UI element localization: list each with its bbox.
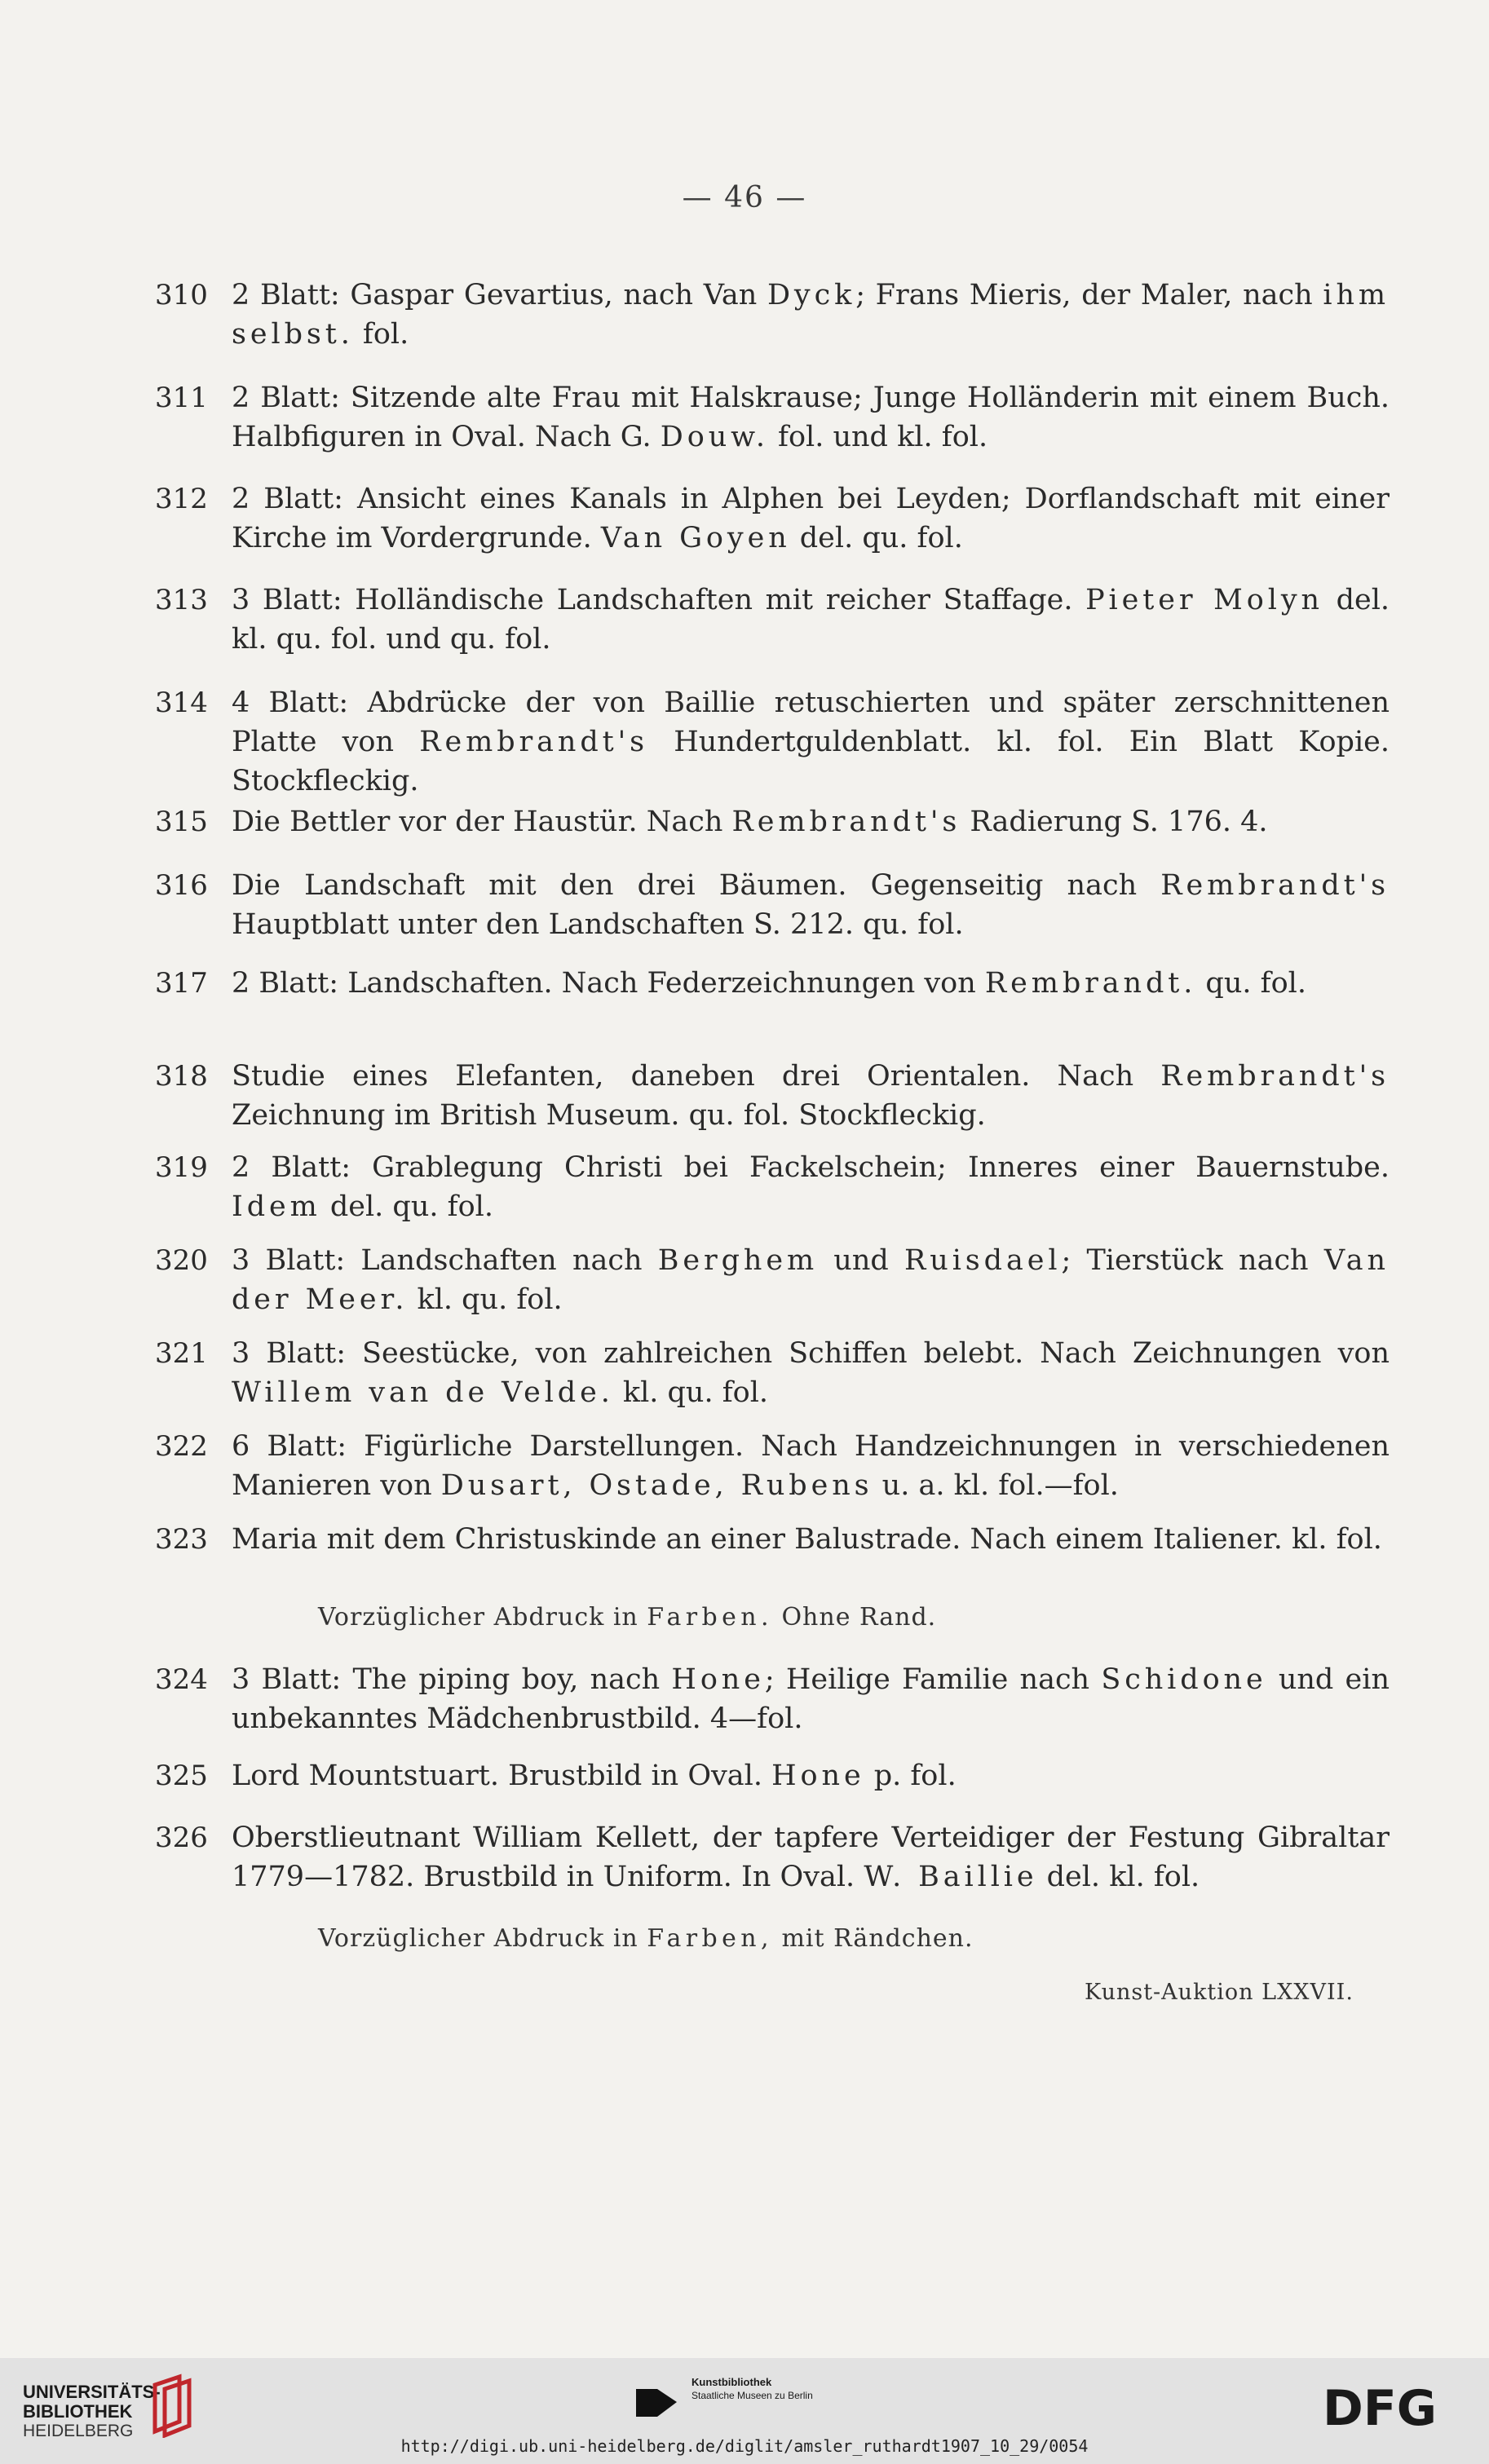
page-number: — 46 —	[682, 181, 807, 214]
entry-number: 316	[155, 869, 208, 902]
entry-text: Hundertguldenblatt. kl. fol. Ein Blatt Kopie. Stockfleckig.	[232, 726, 1390, 797]
entry-text: 2 Blatt: Sitzende alte Frau mit Halskrause; Junge Holländerin mit einem Buch. Halbfiguren in Oval. Nach G.	[232, 382, 1390, 453]
entry-text: fol.	[353, 318, 409, 351]
entry-text: ; Frans Mieris, der Maler, nach	[855, 279, 1323, 311]
entry-description	[232, 866, 1390, 944]
artist-name: W. Baillie	[864, 1861, 1038, 1893]
note-text-spaced: Farben,	[647, 1924, 773, 1953]
artist-name: Pieter Molyn	[1085, 584, 1323, 616]
entry-description	[232, 378, 1390, 457]
entry-number: 324	[155, 1663, 208, 1696]
auction-signature: Kunst-Auktion LXXVII.	[1085, 1980, 1354, 2005]
artist-name: Idem	[232, 1190, 321, 1223]
entry-text: del. kl. fol.	[1037, 1861, 1200, 1893]
entry-text: Studie eines Elefanten, daneben drei Orientalen. Nach	[232, 1060, 1161, 1093]
artist-name: Rembrandt's	[1160, 869, 1390, 902]
entry-text: Lord Mountstuart. Brustbild in Oval.	[232, 1760, 772, 1792]
artist-name: Willem van de Velde.	[232, 1376, 614, 1409]
library-emblem-icon	[147, 2373, 204, 2442]
logo-line: UNIVERSITÄTS-	[23, 2382, 161, 2402]
university-library-logo[interactable]	[23, 2382, 161, 2441]
entry-description	[232, 1148, 1390, 1226]
entry-description	[232, 1334, 1390, 1412]
artist-name: Schidone	[1101, 1663, 1267, 1696]
entry-text: 2 Blatt: Grablegung Christi bei Fackelschein; Inneres einer Bauernstube.	[232, 1151, 1390, 1184]
entry-description	[232, 964, 1390, 1003]
entry-description	[232, 1057, 1390, 1135]
artist-name: Rembrandt.	[984, 967, 1197, 1000]
entry-number: 310	[155, 279, 208, 311]
entry-text: 2 Blatt: Ansicht eines Kanals in Alphen bei Leyden; Dorflandschaft mit einer Kirche im Vordergrunde.	[232, 483, 1390, 554]
entry-text: 3 Blatt: Seestücke, von zahlreichen Schiffen belebt. Nach Zeichnungen von	[232, 1337, 1390, 1370]
artist-name: Douw.	[660, 421, 769, 453]
entry-number: 315	[155, 806, 208, 838]
entry-text: Oberstlieutnant William Kellett, der tapfere Verteidiger der Festung Gibraltar 1779—1782. Brustbild in Uniform. In Oval.	[232, 1822, 1390, 1893]
artist-name: ihm selbst.	[232, 279, 1390, 351]
entry-number: 312	[155, 483, 208, 515]
entry-description	[232, 276, 1390, 354]
logo-line: HEIDELBERG	[23, 2422, 134, 2440]
artist-name: Hone	[671, 1663, 765, 1696]
entry-text: p. fol.	[864, 1760, 957, 1792]
entry-text: Die Bettler vor der Haustür. Nach	[232, 806, 732, 838]
entry-description	[232, 802, 1390, 841]
artist-name: Rembrandt's	[731, 806, 961, 838]
entry-text: 4 Blatt: Abdrücke der von Baillie retuschierten und später zerschnittenen Platte von	[232, 687, 1390, 758]
artist-name: Berghem	[657, 1244, 819, 1277]
entry-text: kl. qu. fol.	[613, 1376, 769, 1409]
entry-number: 311	[155, 382, 208, 414]
entry-text: 3 Blatt: Landschaften nach	[232, 1244, 658, 1277]
artist-name: Dusart, Ostade, Rubens	[440, 1469, 873, 1502]
entry-description	[232, 1818, 1390, 1897]
artist-name: Van der Meer.	[232, 1244, 1390, 1316]
entry-number: 326	[155, 1822, 208, 1854]
artist-name: Dyck	[767, 279, 856, 311]
entry-number: 313	[155, 584, 208, 616]
note-text-spaced: Farben.	[647, 1603, 773, 1632]
entry-text: Zeichnung im British Museum. qu. fol. Stockfleckig.	[232, 1099, 986, 1132]
entry-text: del. qu. fol.	[320, 1190, 493, 1223]
dfg-logo[interactable]	[1323, 2384, 1469, 2434]
artist-name: Rembrandt's	[419, 726, 648, 758]
note-323	[318, 1603, 936, 1632]
note-text: Vorzüglicher Abdruck in	[318, 1924, 647, 1953]
entry-text: Hauptblatt unter den Landschaften S. 212. qu. fol.	[232, 908, 964, 941]
kunstbibliothek-mark-icon	[636, 2384, 682, 2420]
dfg-text: DFG	[1323, 2384, 1438, 2430]
entry-text: 3 Blatt: Holländische Landschaften mit reicher Staffage.	[232, 584, 1086, 616]
entry-text: und ein unbekanntes Mädchenbrustbild. 4—fol.	[232, 1663, 1390, 1735]
entry-number: 318	[155, 1060, 208, 1093]
note-text: Vorzüglicher Abdruck in	[318, 1603, 647, 1632]
entry-description	[232, 581, 1390, 659]
entry-description	[232, 1427, 1390, 1505]
entry-description	[232, 1660, 1390, 1738]
logo-line: Kunstbibliothek	[691, 2376, 772, 2388]
entry-number: 314	[155, 687, 208, 719]
entry-text: und	[818, 1244, 904, 1277]
note-326	[318, 1924, 974, 1953]
entry-number: 323	[155, 1523, 208, 1556]
entry-text: ; Heilige Familie nach	[764, 1663, 1102, 1696]
entry-text: Maria mit dem Christuskinde an einer Balustrade. Nach einem Italiener. kl. fol.	[232, 1523, 1382, 1556]
entry-text: 6 Blatt: Figürliche Darstellungen. Nach Handzeichnungen in verschiedenen Manieren von	[232, 1430, 1390, 1502]
artist-name: Ruisdael	[904, 1244, 1062, 1277]
logo-line: Staatliche Museen zu Berlin	[691, 2390, 813, 2401]
entry-text: fol. und kl. fol.	[768, 421, 988, 453]
entry-text: Radierung S. 176. 4.	[961, 806, 1268, 838]
entry-number: 322	[155, 1430, 208, 1463]
note-text: Ohne Rand.	[772, 1603, 937, 1632]
note-text: mit Rändchen.	[772, 1924, 974, 1953]
entry-text: 2 Blatt: Gaspar Gevartius, nach Van	[232, 279, 767, 311]
entry-number: 320	[155, 1244, 208, 1277]
entry-text: 3 Blatt: The piping boy, nach	[232, 1663, 672, 1696]
entry-text: del. qu. fol.	[790, 522, 963, 554]
entry-text: u. a. kl. fol.—fol.	[873, 1469, 1119, 1502]
entry-number: 321	[155, 1337, 208, 1370]
entry-text: kl. qu. fol.	[408, 1283, 563, 1316]
entry-text: del. kl. qu. fol. und qu. fol.	[232, 584, 1390, 656]
artist-name: Van Goyen	[600, 522, 791, 554]
entry-description	[232, 683, 1390, 801]
entry-description	[232, 1756, 1390, 1795]
artist-name: Hone	[771, 1760, 865, 1792]
entry-text: ; Tierstück nach	[1061, 1244, 1324, 1277]
entry-description	[232, 1241, 1390, 1319]
entry-text: Die Landschaft mit den drei Bäumen. Gegenseitig nach	[232, 869, 1161, 902]
entry-number: 325	[155, 1760, 208, 1792]
logo-line: BIBLIOTHEK	[23, 2401, 133, 2422]
entry-number: 319	[155, 1151, 208, 1184]
entry-text: 2 Blatt: Landschaften. Nach Federzeichnungen von	[232, 967, 985, 1000]
entry-number: 317	[155, 967, 208, 1000]
footer-bar	[0, 2358, 1489, 2464]
source-url[interactable]: http://digi.ub.uni-heidelberg.de/diglit/amsler_ruthardt1907_10_29/0054	[400, 2436, 1089, 2456]
entry-text: qu. fol.	[1196, 967, 1306, 1000]
entry-description	[232, 1520, 1390, 1559]
artist-name: Rembrandt's	[1160, 1060, 1390, 1093]
entry-description	[232, 479, 1390, 558]
